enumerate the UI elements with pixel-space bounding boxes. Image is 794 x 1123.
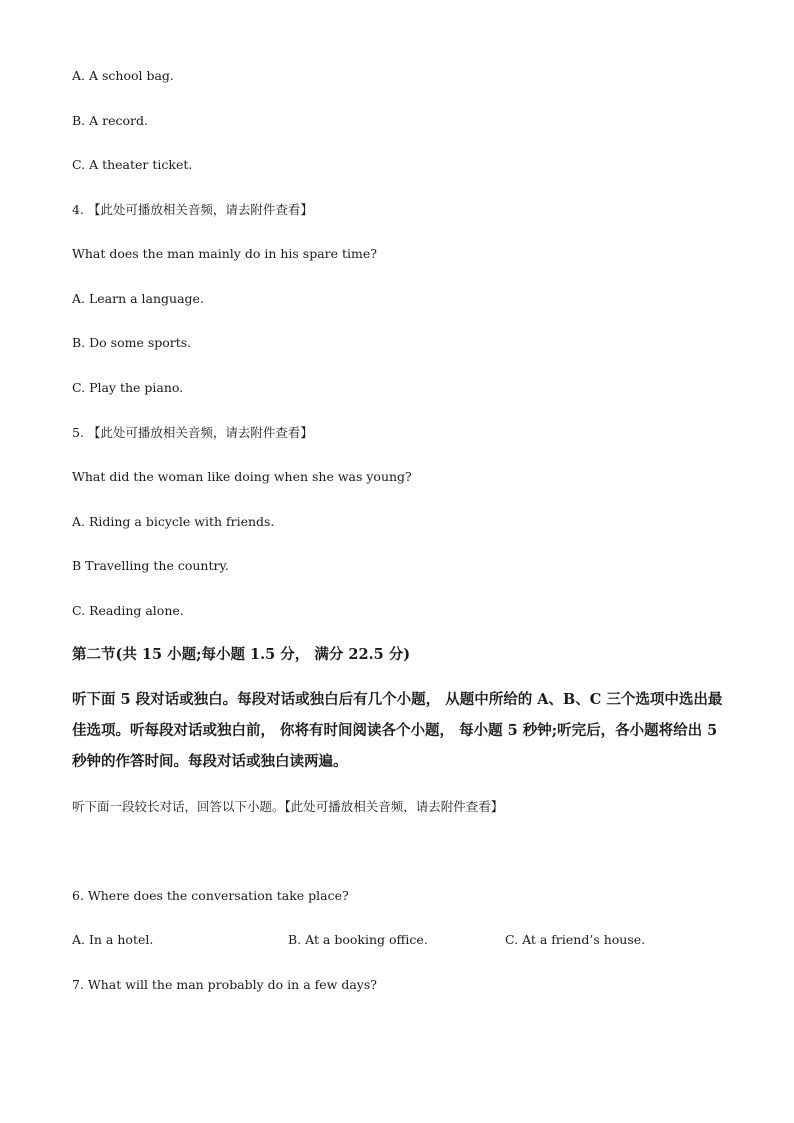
q3-option-b: B. A record.	[72, 113, 148, 128]
section-instructions: 听下面 5 段对话或独白。每段对话或独白后有几个小题， 从题中所给的 A、B、C 三个选项中选出最佳选项。听每段对话或独白前， 你将有时间阅读各个小题， 每小题 5 秒钟;听完后，各小题将给出 5 秒钟的作答时间。每段对话或独白读两遍。	[72, 691, 723, 770]
q6-question: 6. Where does the conversation take place?	[72, 888, 349, 903]
q4-question: What does the man mainly do in his spare time?	[72, 246, 377, 261]
q4-option-a: A. Learn a language.	[72, 291, 204, 306]
q5-option-b: B Travelling the country.	[72, 558, 229, 573]
q6-option-c: C. At a friend’s house.	[505, 932, 646, 947]
q4-header: 4. 【此处可播放相关音频，请去附件查看】	[72, 202, 313, 217]
q6-option-b: B. At a booking office.	[288, 932, 428, 947]
q5-option-a: A. Riding a bicycle with friends.	[72, 514, 275, 529]
q5-question: What did the woman like doing when she was young?	[72, 469, 412, 484]
q3-option-c: C. A theater ticket.	[72, 157, 193, 172]
q4-option-c: C. Play the piano.	[72, 380, 184, 395]
q7-question: 7. What will the man probably do in a few days?	[72, 977, 377, 992]
q5-option-c: C. Reading alone.	[72, 603, 184, 618]
listen-note: 听下面一段较长对话，回答以下小题。【此处可播放相关音频，请去附件查看】	[72, 799, 504, 814]
q6-option-a: A. In a hotel.	[72, 932, 154, 947]
q3-option-a: A. A school bag.	[72, 68, 174, 83]
section-title: 第二节(共 15 小题;每小题 1.5 分， 满分 22.5 分)	[72, 646, 411, 663]
q4-option-b: B. Do some sports.	[72, 335, 192, 350]
q5-header: 5. 【此处可播放相关音频，请去附件查看】	[72, 425, 313, 440]
